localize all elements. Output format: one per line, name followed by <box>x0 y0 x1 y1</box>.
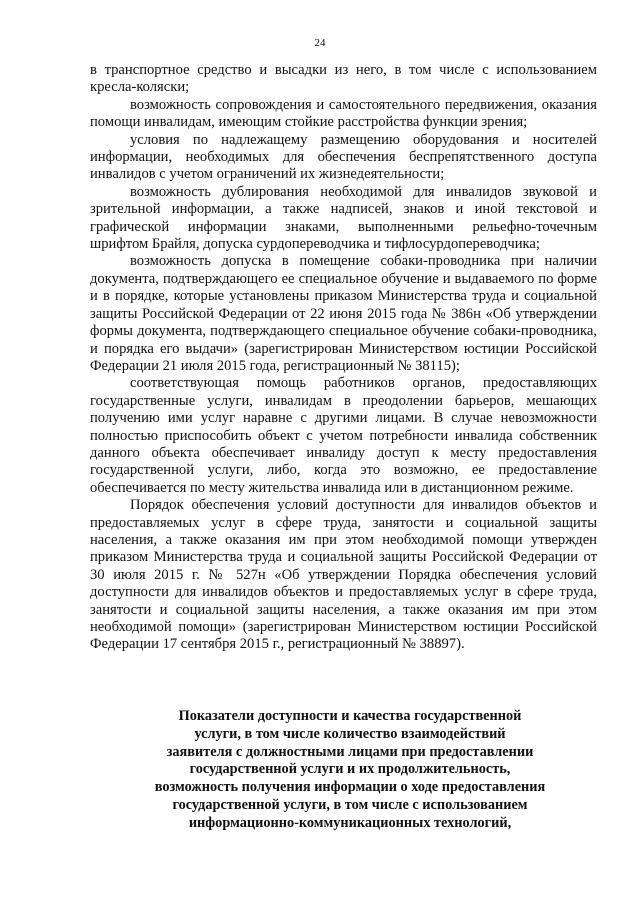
paragraph-guide-dog-access: возможность допуска в помещение собаки-проводника при наличии документа, подтверждающего ее специальное обучение и выдаваемого по форме и в порядке, которые установлены приказом Министерства труда и социальной защиты Российской Федерации от 22 июня 2015 года № 386н «Об утверждении формы документа, подтверждающего специальное обучение собаки-проводника, и порядка его выдачи» (зарегистрирован Министерством юстиции Российской Федерации 21 июля 2015 года, регистрационный № 38115); <box>90 253 597 374</box>
heading-line: информационно-коммуникационных технологий, <box>188 814 512 831</box>
paragraph-equipment-placement: условия по надлежащему размещению оборудования и носителей информации, необходимых для обеспечения беспрепятственного доступа инвалидов с учетом ограничений их жизнедеятельности; <box>90 131 597 183</box>
paragraph-wheelchair-boarding: в транспортное средство и высадки из него, в том числе с использованием кресла-коляски; <box>90 62 597 96</box>
paragraph-information-duplication: возможность дублирования необходимой для инвалидов звуковой и зрительной информации, а также надписей, знаков и иной текстовой и графической информации знаками, выполненными рельефно-точечным шрифтом Брайля, допуска сурдопереводчика и тифлосурдопереводчика; <box>90 183 597 253</box>
paragraph-vision-assistance: возможность сопровождения и самостоятельного передвижения, оказания помощи инвалидам, имеющим стойкие расстройства функции зрения; <box>90 96 597 131</box>
page-number: 24 <box>314 37 326 49</box>
paragraph-accessibility-procedure: Порядок обеспечения условий доступности для инвалидов объектов и предоставляемых услуг в сфере труда, занятости и социальной защиты населения, а также оказания им при этом необходимой помощи утвержден приказом Министерства труда и социальной защиты Российской Федерации от 30 июля 2015 г. № 527н «Об утверждении Порядка обеспечения условий доступности для инвалидов объектов и предоставляемых услуг в сфере труда, занятости и социальной защиты населения, а также оказания им при этом необходимой помощи» (зарегистрирован Министерством юстиции Российской Федерации 17 сентября 2015 г., регистрационный № 38897). <box>90 497 597 653</box>
heading-line: государственной услуги, в том числе с использованием <box>172 796 528 813</box>
paragraph-staff-assistance: соответствующая помощь работников органов, предоставляющих государственные услуги, инвалидам в преодолении барьеров, мешающих получению ими услуг наравне с другими лицами. В случае невозможности полностью приспособить объект с учетом потребности инвалида собственник данного объекта обеспечивает инвалиду доступ к месту предоставления государственной услуги, либо, когда это возможно, ее предоставление обеспечивается по месту жительства инвалида или в дистанционном режиме. <box>90 375 597 496</box>
heading-line: Показатели доступности и качества государственной <box>178 708 522 724</box>
body-text <box>90 62 597 654</box>
heading-line: возможность получения информации о ходе предоставления <box>154 779 546 796</box>
heading-line: государственной услуги и их продолжительность, <box>189 761 511 778</box>
heading-line: заявителя с должностными лицами при предоставлении <box>166 743 534 760</box>
section-heading <box>130 708 570 833</box>
heading-line: услуги, в том числе количество взаимодействий <box>194 725 506 742</box>
